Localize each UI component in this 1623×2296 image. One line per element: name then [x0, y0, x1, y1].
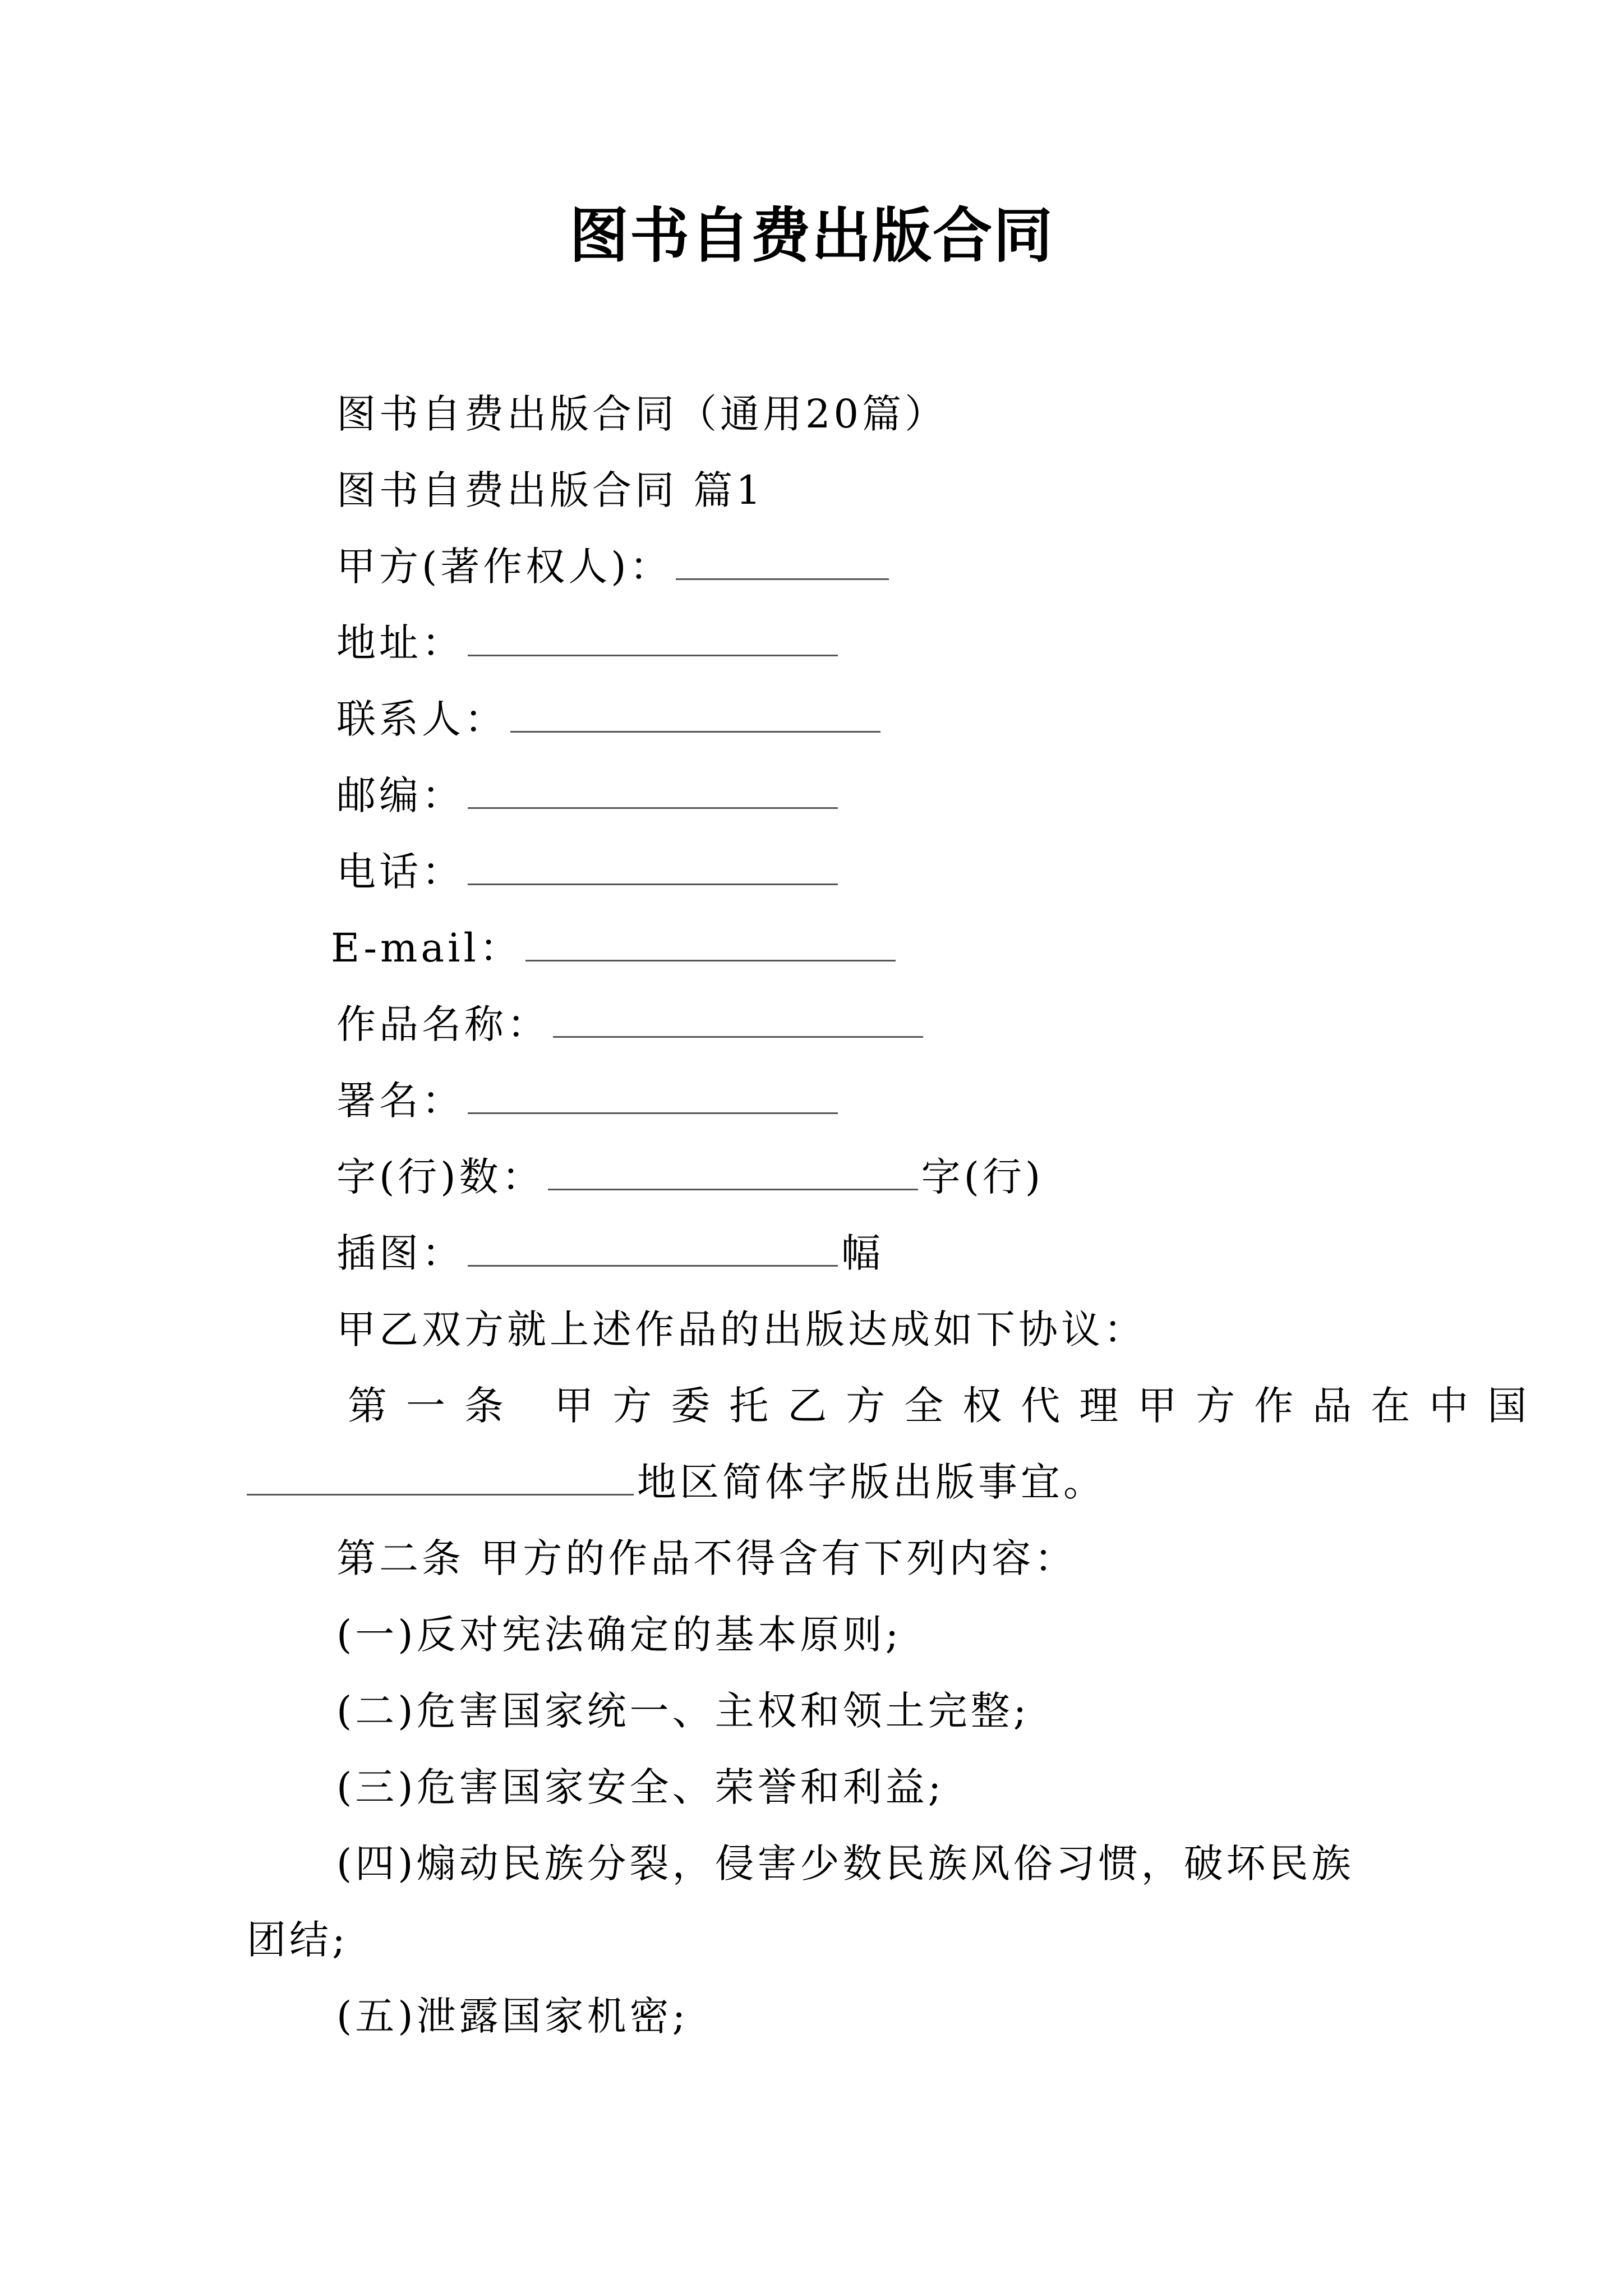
field-suffix: 幅 [841, 1230, 884, 1276]
list-item: (一)反对宪法确定的基本原则; [336, 1612, 902, 1658]
section-heading: 图书自费出版合同 篇1 [336, 467, 764, 513]
field-label: 作品名称： [336, 1001, 550, 1047]
field-postcode [336, 767, 841, 823]
field-label: 署名： [336, 1078, 464, 1124]
list-item: (三)危害国家安全、荣誉和利益; [336, 1764, 945, 1810]
document-subtitle: 图书自费出版合同（通用20篇） [336, 391, 948, 437]
list-item: (五)泄露国家机密; [336, 1993, 689, 2039]
field-label: E-mail： [331, 925, 522, 971]
field-party-a [336, 539, 892, 595]
field-contact [336, 691, 884, 747]
field-byline [336, 1073, 841, 1129]
agreement-intro: 甲乙双方就上述作品的出版达成如下协议： [336, 1306, 1146, 1352]
field-label: 字(行)数： [336, 1154, 545, 1200]
blank-underline [468, 619, 838, 656]
field-label: 邮编： [336, 772, 464, 818]
blank-underline [468, 1076, 838, 1114]
blank-underline [676, 542, 889, 580]
list-item: (四)煽动民族分裂，侵害少数民族风俗习惯，破坏民族 [336, 1841, 1354, 1887]
field-work-title [336, 996, 926, 1052]
article-1-line-1: 第一条 甲方委托乙方全权代理甲方作品在中国 [348, 1383, 1546, 1429]
article-1-line-2 [247, 1454, 1106, 1510]
list-item-continuation: 团结; [247, 1917, 349, 1963]
field-label: 地址： [336, 620, 464, 666]
article-1-text: 地区简体字版出版事宜。 [637, 1459, 1106, 1505]
field-phone [336, 844, 841, 900]
field-illustrations [336, 1225, 884, 1281]
blank-underline [468, 771, 838, 809]
article-2: 第二条 甲方的作品不得含有下列内容： [336, 1535, 1077, 1581]
field-suffix: 字(行) [921, 1154, 1044, 1200]
field-label: 甲方(著作权人)： [336, 544, 672, 590]
blank-underline [553, 1000, 923, 1038]
blank-underline [548, 1153, 918, 1190]
blank-underline [510, 695, 880, 733]
field-address [336, 615, 841, 671]
field-label: 插图： [336, 1230, 464, 1276]
blank-underline [468, 1229, 838, 1267]
field-word-count [336, 1149, 1044, 1205]
blank-underline [468, 848, 838, 885]
document-title: 图书自费出版合同 [569, 200, 1054, 270]
blank-underline [525, 924, 896, 961]
field-label: 电话： [336, 849, 464, 895]
field-label: 联系人： [336, 696, 507, 742]
blank-underline [247, 1458, 634, 1496]
field-email [331, 920, 899, 976]
list-item: (二)危害国家统一、主权和领土完整; [336, 1688, 1030, 1734]
